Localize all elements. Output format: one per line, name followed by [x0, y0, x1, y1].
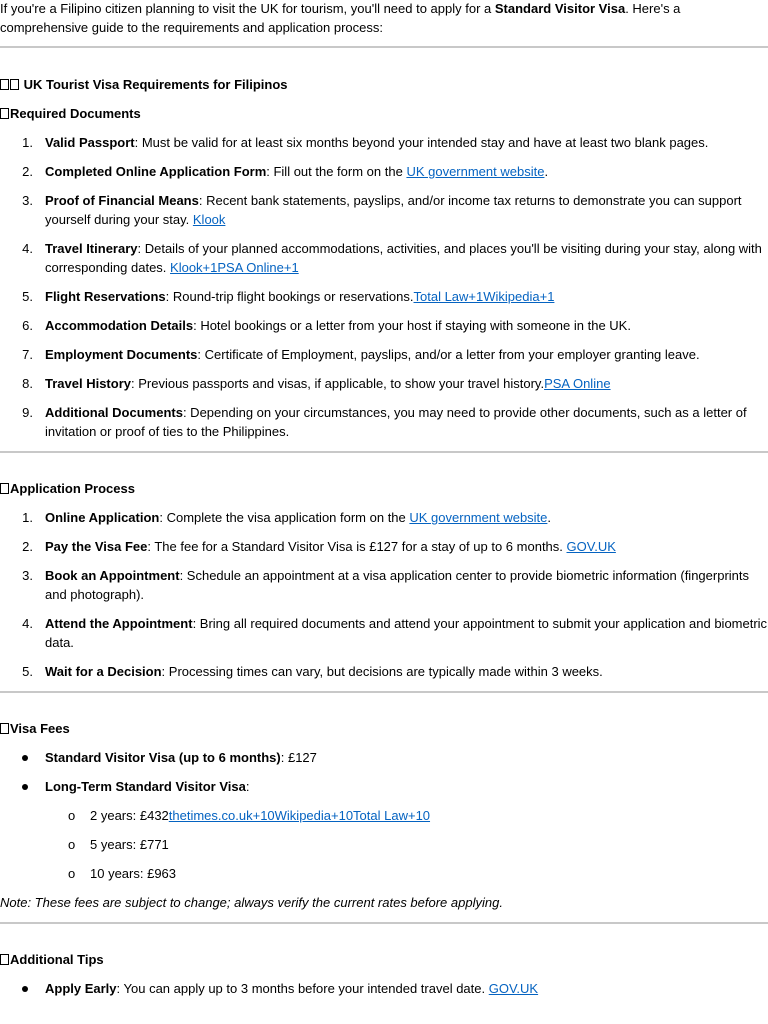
item-text: : Certificate of Employment, payslips, and/or a letter from your employer granting leave.: [197, 347, 700, 362]
list-number: 2.: [22, 539, 33, 554]
item-text: : Depending on your circumstances, you may need to provide other documents, such as a letter of invitation or proof of ties to the Philippines.: [45, 405, 747, 439]
list-item: [0, 191, 768, 229]
list-number: 4.: [22, 616, 33, 631]
list-item: [0, 287, 768, 306]
section-title: UK Tourist Visa Requirements for Filipinos: [0, 75, 768, 94]
intro-text: If you're a Filipino citizen planning to visit the UK for tourism, you'll need to apply for a: [0, 1, 495, 16]
list-item: [0, 345, 768, 364]
list-item: Standard Visitor Visa (up to 6 months): £127: [0, 748, 768, 767]
list-item: [0, 662, 768, 681]
list-item: [0, 508, 768, 527]
sub-list-item: [0, 864, 768, 883]
item-label: Travel History: [45, 376, 131, 391]
circle-bullet-icon: o: [68, 866, 76, 881]
circle-bullet-icon: o: [68, 837, 76, 852]
flag-icon: [0, 79, 9, 90]
list-number: 3.: [22, 568, 33, 583]
visa-fees-list: [0, 748, 768, 796]
item-text: : Previous passports and visas, if applicable, to show your travel history.: [131, 376, 545, 391]
intro-paragraph: [0, 0, 768, 37]
list-number: 9.: [22, 405, 33, 420]
document-icon: [0, 108, 9, 119]
long-term-fees-sublist: [0, 806, 768, 883]
item-text: : Hotel bookings or a letter from your host if staying with someone in the UK.: [193, 318, 631, 333]
visa-fees-heading: Visa Fees: [0, 719, 768, 738]
circle-bullet-icon: o: [68, 808, 76, 823]
intro-bold: Standard Visitor Visa: [494, 1, 626, 16]
list-item: Apply Early: You can apply up to 3 months before your intended travel date. GOV.UK: [0, 979, 768, 998]
checklist-icon: [0, 483, 9, 494]
list-number: 2.: [22, 164, 33, 179]
lightbulb-icon: [0, 954, 9, 965]
item-text: : Must be valid for at least six months beyond your intended stay and have at least two blank pages.: [134, 135, 709, 150]
list-item: [0, 403, 768, 441]
item-label: Wait for a Decision: [45, 664, 162, 679]
item-text: : Bring all required documents and attend your appointment to submit your application and biometric data.: [45, 616, 768, 650]
flag-icon: [10, 79, 19, 90]
item-label: Accommodation Details: [45, 318, 194, 333]
list-number: 8.: [22, 376, 33, 391]
list-item: [0, 162, 768, 181]
list-item: [0, 374, 768, 393]
item-text: : Fill out the form on the: [266, 164, 407, 179]
item-text: : The fee for a Standard Visitor Visa is £127 for a stay of up to 6 months.: [147, 539, 567, 554]
source-link[interactable]: UK government website: [406, 164, 545, 179]
bullet-icon: [22, 784, 28, 790]
source-link[interactable]: thetimes.co.uk+10Wikipedia+10Total Law+10: [168, 808, 431, 823]
list-number: 6.: [22, 318, 33, 333]
source-link[interactable]: GOV.UK: [488, 981, 539, 996]
fees-note: Note: These fees are subject to change; always verify the current rates before applying.: [0, 895, 503, 910]
item-text-end: .: [544, 164, 549, 179]
item-text-end: .: [547, 510, 552, 525]
tips-list: [0, 979, 768, 998]
item-label: Pay the Visa Fee: [45, 539, 148, 554]
item-text: : Recent bank statements, payslips, and/or income tax returns to demonstrate you can support yourself during your stay.: [45, 193, 742, 227]
item-label: Additional Documents: [45, 405, 183, 420]
bullet-icon: [22, 755, 28, 761]
list-item: [0, 239, 768, 277]
list-number: 1.: [22, 135, 33, 150]
list-item: [0, 614, 768, 652]
list-number: 1.: [22, 510, 33, 525]
list-number: 5.: [22, 289, 33, 304]
item-label: Book an Appointment: [45, 568, 180, 583]
item-label: Online Application: [45, 510, 160, 525]
sub-list-item: [0, 835, 768, 854]
fee-text: 2 years: £432: [90, 808, 169, 823]
list-number: 4.: [22, 241, 33, 256]
source-link[interactable]: Klook: [192, 212, 226, 227]
list-item: [0, 133, 768, 152]
item-label: Valid Passport: [45, 135, 135, 150]
intro-text-end: . Here's a comprehensive guide to the requirements and application process:: [0, 1, 681, 35]
money-icon: [0, 723, 9, 734]
list-item: [0, 316, 768, 335]
list-item: [0, 566, 768, 604]
item-label: Proof of Financial Means: [45, 193, 199, 208]
application-process-heading: Application Process: [0, 479, 768, 498]
source-link[interactable]: UK government website: [409, 510, 548, 525]
item-text: : Processing times can vary, but decisions are typically made within 3 weeks.: [161, 664, 603, 679]
source-link[interactable]: PSA Online: [544, 376, 611, 391]
required-documents-heading: Required Documents: [0, 104, 768, 123]
item-text: : Details of your planned accommodations, activities, and places you'll be visiting during your stay, along with corresponding dates.: [45, 241, 762, 275]
item-label: Completed Online Application Form: [45, 164, 267, 179]
fee-text: 10 years: £963: [90, 866, 177, 881]
application-process-list: [0, 508, 768, 681]
item-text: : Round-trip flight bookings or reservations.: [165, 289, 414, 304]
source-link[interactable]: Total Law+1Wikipedia+1: [413, 289, 555, 304]
fee-text: 5 years: £771: [90, 837, 169, 852]
list-item: Long-Term Standard Visitor Visa:: [0, 777, 768, 796]
item-label: Travel Itinerary: [45, 241, 138, 256]
item-label: Employment Documents: [45, 347, 198, 362]
item-label: Flight Reservations: [45, 289, 166, 304]
item-text: : Schedule an appointment at a visa application center to provide biometric information (fingerprints and photograph).: [45, 568, 750, 602]
list-number: 3.: [22, 193, 33, 208]
list-number: 7.: [22, 347, 33, 362]
bullet-icon: [22, 986, 28, 992]
item-text: : Complete the visa application form on the: [159, 510, 410, 525]
source-link[interactable]: Klook+1PSA Online+1: [170, 260, 299, 275]
sub-list-item: [0, 806, 768, 825]
additional-tips-heading: Additional Tips: [0, 950, 768, 969]
list-item: [0, 537, 768, 556]
list-number: 5.: [22, 664, 33, 679]
source-link[interactable]: GOV.UK: [566, 539, 616, 554]
item-label: Attend the Appointment: [45, 616, 193, 631]
required-documents-list: [0, 133, 768, 441]
